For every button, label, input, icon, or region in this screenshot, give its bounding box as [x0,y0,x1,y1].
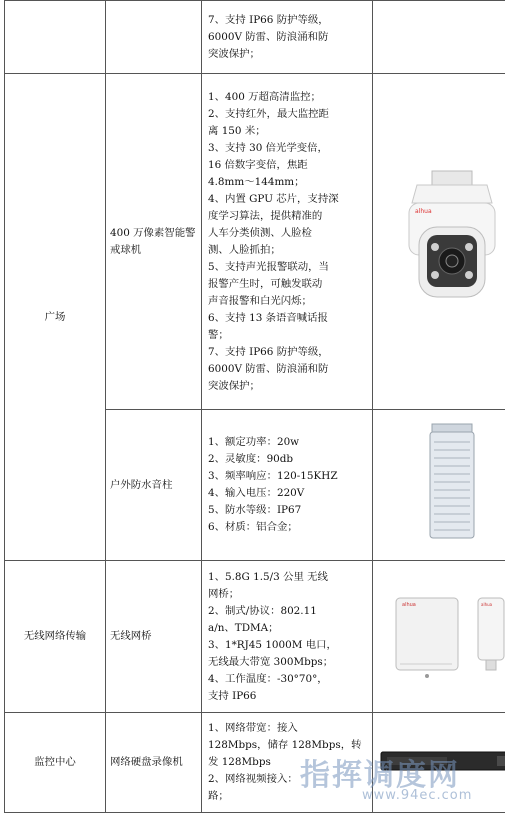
spec-line: 6、材质：铝合金； [208,521,298,533]
spec-line: 2、支持红外，最大监控距 [208,107,329,120]
spec-line: 6000V 防雷、防浪涌和防 [208,30,329,43]
spec-line: 网桥； [208,587,240,600]
device-name: 户外防水音柱 [106,410,202,561]
spec-line: 6000V 防雷、防浪涌和防 [208,362,329,375]
spec-line: 1、额定功率：20w [208,436,300,448]
nvr-recorder-icon [377,740,505,780]
image-cell [373,561,505,713]
image-cell-empty [373,1,505,74]
spec-line: 声音报警和白光闪烁； [208,294,312,307]
category-cell-empty [5,1,106,74]
spec-line: 7、支持 IP66 防护等级， [208,345,329,358]
spec-line: 3、频率响应：120-15KHZ [208,470,338,482]
category-cell: 监控中心 [5,713,106,813]
spec-line: a/n、TDMA； [208,621,279,634]
spec-line: 人车分类侦测、人脸检 [208,226,312,239]
spec-line: 度学习算法，提供精准的 [208,209,323,222]
spec-line: 4、工作温度：-30°70°， [208,672,328,685]
image-cell [373,74,505,410]
spec-line: 测、人脸抓拍； [208,243,281,256]
device-cell-empty [106,1,202,74]
ptz-dome-camera-icon [397,169,505,309]
spec-line: 2、制式/协议：802.11 [208,604,317,617]
category-cell: 无线网络传输 [5,561,106,713]
table-row-3 [5,561,505,713]
spec-line: 16 倍数字变倍，焦距 [208,158,308,171]
column-speaker-icon [422,422,482,542]
image-cell [373,410,505,561]
table-row-1 [5,74,505,410]
spec-line: 1、网络带宽：接入 [208,722,298,734]
spec-line: 128Mbps，储存 128Mbps，转 [208,739,362,751]
spec-line: 3、1*RJ45 1000M 电口， [208,638,337,651]
spec-line: 4、内置 GPU 芯片，支持深 [208,192,339,205]
specs-cell [202,410,373,561]
spec-line: 路； [208,790,229,802]
spec-line: 无线最大带宽 300Mbps； [208,655,334,668]
category-cell: 广场 [5,74,106,561]
specs-cell [202,561,373,713]
spec-line: 1、5.8G 1.5/3 公里 无线 [208,570,328,583]
specs-cell [202,74,373,410]
spec-line: 2、灵敏度：90db [208,453,294,465]
spec-line: 离 150 米； [208,124,266,137]
spec-line: 3、支持 30 倍光学变倍， [208,141,328,154]
device-name: 无线网桥 [106,561,202,713]
spec-line: 5、支持声光报警联动，当 [208,260,329,273]
image-cell [373,713,505,813]
watermark-url: www.94ec.com [362,788,473,803]
spec-table [4,0,505,813]
svg-text:alhua: alhua [401,601,416,608]
spec-line: 突波保护； [208,379,260,392]
spec-line: 1、400 万超高清监控； [208,90,321,103]
spec-line: 警； [208,328,229,341]
wireless-bridge-icon [382,584,505,684]
device-name: 400 万像素智能警戒球机 [106,74,202,410]
svg-text:alhua: alhua [480,601,492,607]
spec-line: 4、输入电压：220V [208,487,305,499]
table-row-4 [5,713,505,813]
spec-line: 5、防水等级：IP67 [208,504,302,516]
device-name: 网络硬盘录像机 [106,713,202,813]
spec-line: 突波保护； [208,47,260,60]
spec-line: 发 128Mbps [208,756,271,768]
specs-cell [202,1,373,74]
spec-line: 2、网络视频接入： [208,773,298,785]
watermark-text: 指挥调度网 [300,758,460,793]
spec-line: 6、支持 13 条语音喊话报 [208,311,328,324]
spec-line: 支持 IP66 [208,689,257,702]
specs-cell [202,713,373,813]
svg-text:alhua: alhua [414,207,432,215]
spec-line: 7、支持 IP66 防护等级， [208,13,329,26]
spec-line: 4.8mm～144mm； [208,175,305,188]
spec-line: 报警产生时，可触发联动 [208,277,323,290]
table-row-0 [5,1,505,74]
